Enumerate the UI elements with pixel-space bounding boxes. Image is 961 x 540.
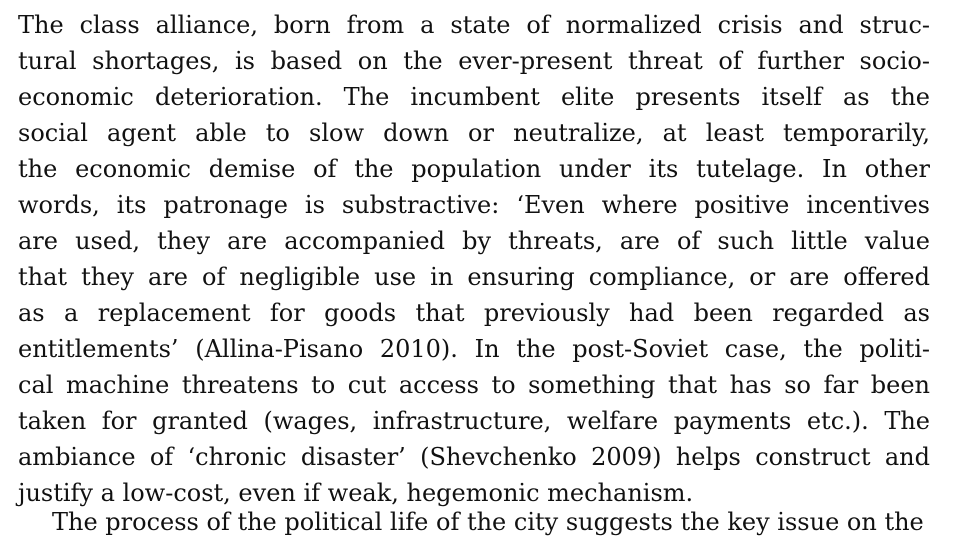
paragraph-line: social agent able to slow down or neutralize, at least temporarily,: [18, 119, 930, 147]
paragraph-line: ambiance of ‘chronic disaster’ (Shevchenko 2009) helps construct and: [18, 443, 930, 471]
paragraph-line: The class alliance, born from a state of normalized crisis and struc-: [18, 11, 930, 39]
body-paragraph: [18, 7, 930, 511]
paragraph-line: taken for granted (wages, infrastructure, welfare payments etc.). The: [18, 407, 930, 435]
paragraph-line: tural shortages, is based on the ever-present threat of further socio-: [18, 47, 930, 75]
paragraph-line: as a replacement for goods that previously had been regarded as: [18, 299, 930, 327]
paragraph-line: words, its patronage is substractive: ‘Even where positive incentives: [18, 191, 930, 219]
paragraph-line: entitlements’ (Allina-Pisano 2010). In the post-Soviet case, the politi-: [18, 335, 930, 363]
paragraph-line: that they are of negligible use in ensuring compliance, or are offered: [18, 263, 930, 291]
paragraph-line: justify a low-cost, even if weak, hegemonic mechanism.: [18, 479, 694, 507]
paragraph-line: cal machine threatens to cut access to something that has so far been: [18, 371, 930, 399]
next-paragraph-partial-line: The process of the political life of the city suggests the key issue on the: [52, 508, 924, 536]
paragraph-line: the economic demise of the population under its tutelage. In other: [18, 155, 930, 183]
paragraph-line: economic deterioration. The incumbent elite presents itself as the: [18, 83, 930, 111]
paragraph-line: are used, they are accompanied by threats, are of such little value: [18, 227, 930, 255]
